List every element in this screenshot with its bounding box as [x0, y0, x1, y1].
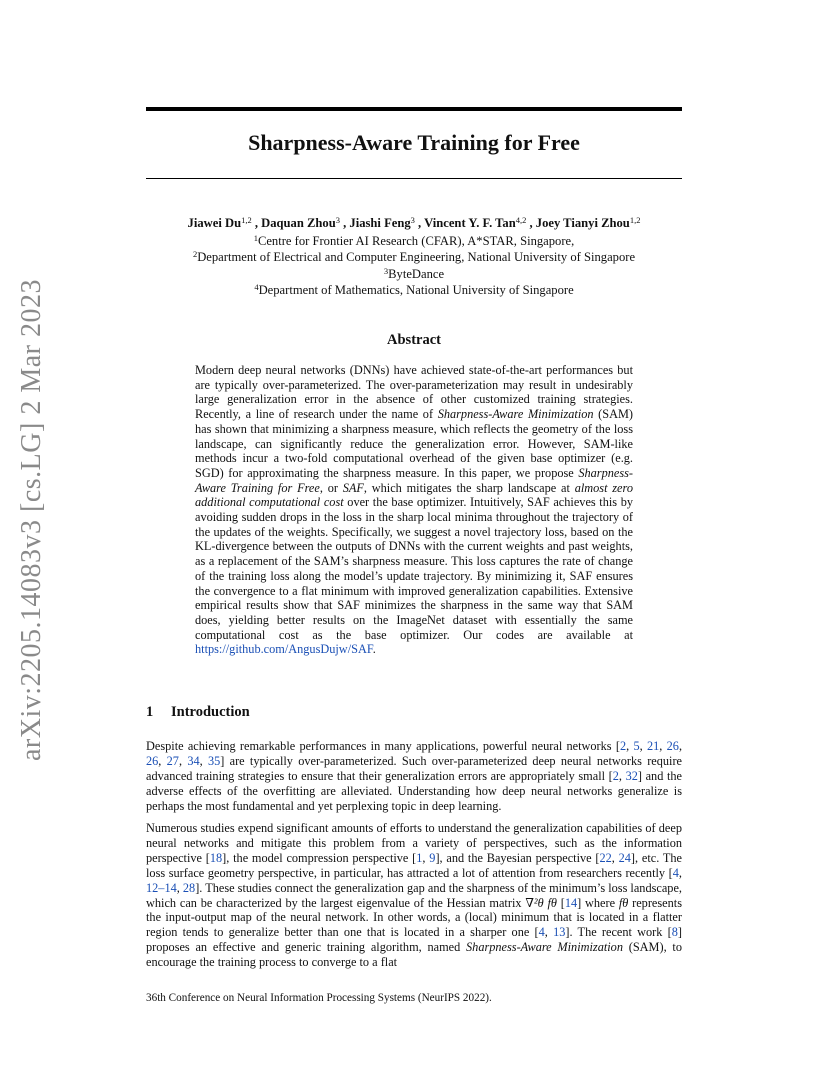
citation-link[interactable]: 18 [209, 850, 223, 865]
math-expression: fθ [618, 895, 629, 910]
math-expression: ∇²θ fθ [525, 895, 557, 910]
citation-link[interactable]: 8 [671, 925, 678, 940]
abstract-text: . [372, 642, 376, 657]
body-text: ] proposes an effective and generic training algorithm, named [146, 925, 682, 955]
body-text: (SAM), to encourage the training process to converge to a flat [146, 940, 682, 970]
citation-link[interactable]: 24 [618, 850, 631, 865]
author-affil-sup: 1,2 [629, 215, 641, 225]
body-text: ]. These studies connect the generalization gap and the sharpness of the minimum’s loss landscape, which can be characterized by the largest eigenvalue of the Hessian matrix [146, 880, 682, 910]
body-text: ], the model compression perspective [ [222, 850, 417, 865]
citation-link[interactable]: 14 [564, 895, 578, 910]
abstract-text: , or [319, 480, 343, 495]
abstract-heading: Abstract [387, 332, 441, 348]
body-text: ]. The recent work [ [565, 925, 672, 940]
body-text: Numerous studies expend significant amounts of efforts to understand the generalization capabilities of deep neural networks and mitigate this problem from a variety of perspectives, such as the information perspective [ [146, 821, 682, 865]
affiliation-sup: 2 [192, 249, 198, 260]
body-text: ] where [577, 895, 619, 910]
section-title: Introduction [171, 704, 250, 720]
body-text: ] and the adverse effects of the overfitting are alleviated. Understanding how deep neural networks generalize is perhaps the most fundamental and yet perplexing topic in deep learning. [146, 768, 682, 813]
affiliation [146, 233, 682, 249]
author-name: Joey Tianyi Zhou [535, 216, 630, 230]
paper-title: Sharpness-Aware Training for Free [248, 130, 580, 155]
citation-link[interactable]: 4 [538, 925, 545, 940]
abstract-text: over the base optimizer. Intuitively, SAF achieves this by avoiding sudden drops in the loss in the sharp local minima throughout the trajectory of the updates of the weights. Specifically, we suggest a novel trajectory loss, based on the KL-divergence between the outputs of DNNs with the current weights and past weights, as a replacement of the SAM’s sharpness measure. This loss captures the rate of change of the training loss along the model’s update trajectory. By minimizing it, SAF ensures the convergence to a flat minimum with improved generalization capabilities. Extensive empirical results show that SAF minimizes the sharpness in the same way that SAM does, yielding better results on the ImageNet dataset with essentially the same computational cost as the base optimizer. Our codes are available at [195, 495, 633, 642]
author-list [146, 215, 682, 231]
affiliation-text: ByteDance [388, 266, 445, 281]
abstract-body [195, 363, 633, 657]
body-text: ], and the Bayesian perspective [ [435, 850, 600, 865]
abstract-emphasis: Sharpness-Aware Training for Free [195, 465, 633, 495]
citation-link[interactable]: 13 [553, 925, 566, 940]
author-name: Vincent Y. F. Tan [424, 216, 516, 230]
citation-link[interactable]: 34 [187, 753, 200, 768]
abstract-emphasis: SAF [342, 480, 364, 495]
author-name: Jiawei Du [187, 216, 242, 230]
citation-link[interactable]: 5 [633, 739, 640, 753]
abstract-emphasis: almost zero additional computational cost [195, 480, 633, 510]
citation-link[interactable]: 27 [166, 753, 179, 768]
citation-link[interactable]: 22 [599, 850, 612, 865]
abstract-text: , which mitigates the sharp landscape at [363, 480, 575, 495]
body-text: ], etc. The loss surface geometry perspective, in particular, has attracted a lot of attention from researchers recently [ [146, 850, 682, 880]
citation-link[interactable]: 2 [619, 739, 627, 753]
affiliation-text: Department of Electrical and Computer Engineering, National University of Singapore [197, 250, 636, 265]
title-bottom-rule [146, 178, 682, 179]
abstract-emphasis: Sharpness-Aware Minimization [437, 407, 594, 422]
affiliation-text: Centre for Frontier AI Research (CFAR), A*STAR, Singapore, [257, 234, 575, 248]
arxiv-stamp [4, 279, 60, 761]
citation-link[interactable]: 2 [612, 768, 619, 783]
citation-link[interactable]: 26 [146, 753, 159, 768]
affiliation-sup: 1 [253, 233, 258, 243]
citation-link[interactable]: 12–14 [146, 880, 177, 895]
abstract-text: (SAM) has shown that minimizing a sharpness measure, which reflects the geometry of the loss landscape, can significantly reduce the generalization error. However, SAM-like methods incur a two-fold computational overhead of the given base optimizer (e.g. SGD) for approximating the sharpness measure. In this paper, we propose [195, 407, 634, 480]
arxiv-id-text: arXiv:2205.14083v3 [cs.LG] 2 Mar 2023 [16, 279, 48, 761]
author-affil-sup: 1,2 [241, 215, 252, 225]
body-text: ] are typically over-parameterized. Such over-parameterized deep neural networks require advanced training strategies to ensure that their generalization errors are appropriately small [ [146, 753, 683, 783]
citation-link[interactable]: 26 [666, 739, 679, 753]
intro-paragraph-2: Numerous studies expend significant amounts of efforts to understand the generalization capabilities of deep neural networks and mitigate this problem from a variety of perspectives, such as the information perspective [18], the model compression perspective [1, 9], and the Bayesian perspective [22, 24], etc. The loss surface geometry perspective, in particular, has attracted a lot of attention from researchers recently [4, 12–14, 28]. These studies connect the generalization gap and the sharpness of the minimum’s loss landscape, which can be characterized by the largest eigenvalue of the Hessian matrix ∇²θ fθ [14] where fθ represents the input-output map of the neural network. In other words, a (local) minimum that is located in a flatter region tends to generalize better than one that is located in a sharper one [4, 13]. The recent work [8] proposes an effective and generic training algorithm, named Sharpness-Aware Minimization (SAM), to encourage the training process to converge to a flat [146, 821, 682, 970]
body-text: Despite achieving remarkable performances in many applications, powerful neural networks [ [146, 739, 620, 753]
intro-paragraph-1: Despite achieving remarkable performances in many applications, powerful neural networks [2, 5, 21, 26, 26, 27, 34, 35] are typically over-parameterized. Such over-parameterized deep neural networks require advanced training strategies to ensure that their generalization errors are appropriately small [2, 32] and the adverse effects of the overfitting are alleviated. Understanding how deep neural networks generalize is perhaps the most fundamental and yet perplexing topic in deep learning. [146, 739, 683, 813]
author-name: Daquan Zhou [261, 216, 336, 230]
affiliation-sup: 4 [254, 281, 259, 292]
abstract-text: Modern deep neural networks (DNNs) have achieved state-of-the-art performances but are typically over-parameterized. The over-parameterization may result in undesirably large generalization error in the absence of other customized training strategies. Recently, a line of research under the name of [195, 363, 633, 422]
emphasis-text: Sharpness-Aware Minimization [466, 940, 623, 955]
affiliation [146, 266, 682, 282]
body-text: represents the input-output map of the neural network. In other words, a (local) minimum that is located in a flatter region tends to generalize better than one that is located in a sharper one [ [146, 895, 682, 940]
author-separator: , [414, 216, 425, 230]
affiliation-list [146, 233, 682, 298]
author-affil-sup: 3 [335, 215, 340, 225]
author-separator: , [251, 216, 262, 230]
citation-link[interactable]: 28 [182, 880, 196, 895]
section-heading [146, 704, 682, 721]
affiliation-text: Department of Mathematics, National University of Singapore [258, 282, 574, 297]
citation-link[interactable]: 4 [672, 865, 679, 880]
citation-link[interactable]: 21 [646, 739, 660, 753]
citation-link[interactable]: 32 [625, 768, 638, 783]
citation-link[interactable]: 35 [207, 753, 221, 768]
author-separator: , [339, 216, 350, 230]
title-top-rule [146, 107, 682, 111]
affiliation [146, 282, 682, 298]
author-name: Jiashi Feng [349, 216, 411, 230]
author-affil-sup: 4,2 [515, 215, 527, 225]
author-separator: , [526, 216, 536, 230]
code-repo-link[interactable]: https://github.com/AngusDujw/SAF [195, 642, 373, 657]
citation-link[interactable]: 9 [429, 850, 436, 865]
affiliation-sup: 3 [383, 265, 389, 276]
affiliation [146, 249, 682, 265]
conference-footnote: 36th Conference on Neural Information Processing Systems (NeurIPS 2022). [146, 992, 492, 1004]
section-number: 1 [146, 704, 154, 720]
body-text: [ [556, 895, 565, 910]
citation-link[interactable]: 1 [416, 850, 423, 865]
author-affil-sup: 3 [410, 215, 415, 225]
